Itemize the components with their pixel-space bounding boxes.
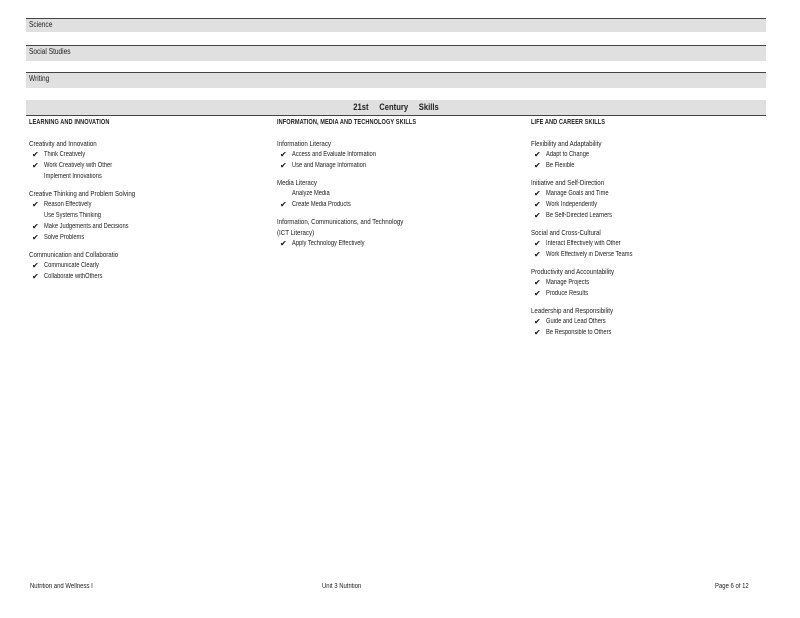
skill-item-label: Use and Manage Information [292,162,367,169]
footer-center: Unit 3 Nutrition [322,583,362,590]
skill-item-label: Interact Effectively with Other [546,240,621,247]
checkmark-icon: ✔ [280,161,287,170]
skill-group-title: Communication and Collaboratio [29,250,119,259]
checkmark-icon: ✔ [534,317,541,326]
checkmark-icon: ✔ [534,250,541,259]
skill-item [531,210,771,221]
checkmark-icon: ✔ [280,200,287,209]
skill-group-title: Productivity and Accountability [531,267,615,276]
skill-item-label: Create Media Products [292,201,351,208]
checkmark-icon: ✔ [280,239,287,248]
skill-item [29,210,269,221]
skill-item [29,221,269,232]
skill-item [531,238,771,249]
skill-item [531,188,771,199]
skill-item [277,160,517,171]
column-information-media-technology [277,119,517,255]
checkmark-icon: ✔ [534,239,541,248]
skill-item-label: Work Effectively in Diverse Teams [546,251,633,258]
skill-item-label: Be Responsible to Others [546,329,612,336]
skill-item [531,149,771,160]
skill-group-title: Information, Communications, and Technology [277,217,404,226]
skill-item [29,160,269,171]
skill-item [531,277,771,288]
skill-item [277,238,517,249]
checkmark-icon: ✔ [32,261,39,270]
checkmark-icon: ✔ [534,289,541,298]
skill-item [531,288,771,299]
skill-group-title: Creativity and Innovation [29,139,97,148]
skill-item-label: Work Independently [546,201,597,208]
skill-item [531,316,771,327]
skill-item [277,199,517,210]
skill-group-title: Information Literacy [277,139,332,148]
skill-item [531,327,771,338]
column-heading: INFORMATION, MEDIA AND TECHNOLOGY SKILLS [277,119,417,126]
skill-group [531,266,771,299]
skill-item-label: Be Self-Directed Learners [546,212,613,219]
checkmark-icon: ✔ [32,200,39,209]
skill-item-label: Be Flexible [546,162,575,169]
checkmark-icon: ✔ [534,189,541,198]
skill-item [531,199,771,210]
skill-item [29,271,269,282]
footer-left: Nutrition and Wellness I [30,583,93,590]
skill-item-label: Implement Innovations [44,173,102,180]
section-bar-science [26,18,766,32]
skill-item-label: Manage Goals and Time [546,190,609,197]
checkmark-icon: ✔ [32,233,39,242]
skill-group-title: Social and Cross-Cultural [531,228,601,237]
skill-group [29,249,269,282]
skill-group [29,138,269,182]
section-label-writing: Writing [29,74,50,83]
skill-group [531,138,771,171]
skill-group-title: Media Literacy [277,178,318,187]
skill-item-label: Reason Effectively [44,201,92,208]
skill-item [29,199,269,210]
section-label-science: Science [29,20,53,29]
checkmark-icon: ✔ [280,150,287,159]
skill-item [277,149,517,160]
checkmark-icon: ✔ [32,150,39,159]
skill-item-label: Access and Evaluate Information [292,151,376,158]
skill-item [531,160,771,171]
skill-group-title: Creative Thinking and Problem Solving [29,189,136,198]
section-bar-writing [26,72,766,88]
skill-item-label: Solve Problems [44,234,85,241]
checkmark-icon: ✔ [534,161,541,170]
checkmark-icon: ✔ [32,272,39,281]
skill-group [531,305,771,338]
skill-item-label: Analyze Media [292,190,330,197]
skill-item-label: Work Creatively with Other [44,162,113,169]
skill-group [277,138,517,171]
skill-item-label: Guide and Lead Others [546,318,606,325]
skill-group-title: Leadership and Responsibility [531,306,614,315]
skill-group [277,177,517,210]
skill-item [29,260,269,271]
skill-item-label: Think Creatively [44,151,86,158]
column-heading: LIFE AND CAREER SKILLS [531,119,606,126]
skill-item-label: Collaborate withOthers [44,273,103,280]
skill-item-label: Make Judgements and Decisions [44,223,129,230]
column-life-career [531,119,771,344]
skill-item [29,232,269,243]
column-learning-innovation [29,119,269,288]
skill-item-label: Produce Results [546,290,589,297]
checkmark-icon: ✔ [534,328,541,337]
skill-item-label: Adapt to Change [546,151,590,158]
skill-item [29,149,269,160]
checkmark-icon: ✔ [32,161,39,170]
skill-group-title: Initiative and Self-Direction [531,178,605,187]
footer-right: Page 6 of 12 [715,583,749,590]
skill-group [531,177,771,221]
skill-item-label: Communicate Clearly [44,262,99,269]
skill-group-title-continued: (ICT Literacy) [277,228,315,237]
skills-title-bar [26,100,766,116]
checkmark-icon: ✔ [534,200,541,209]
checkmark-icon: ✔ [534,211,541,220]
skill-group [531,227,771,260]
skill-item-label: Manage Projects [546,279,590,286]
skill-group [277,216,517,249]
checkmark-icon: ✔ [32,222,39,231]
checkmark-icon: ✔ [534,278,541,287]
skills-title: 21st Century Skills [353,102,439,112]
skill-group [29,188,269,243]
skill-group-title: Flexibility and Adaptability [531,139,602,148]
column-heading: LEARNING AND INNOVATION [29,119,110,126]
skill-item-label: Apply Technology Effectively [292,240,365,247]
section-label-social-studies: Social Studies [29,47,71,56]
skill-item [277,188,517,199]
section-bar-social-studies [26,45,766,61]
skill-item [29,171,269,182]
skill-item [531,249,771,260]
skill-item-label: Use Systems Thinking [44,212,102,219]
checkmark-icon: ✔ [534,150,541,159]
